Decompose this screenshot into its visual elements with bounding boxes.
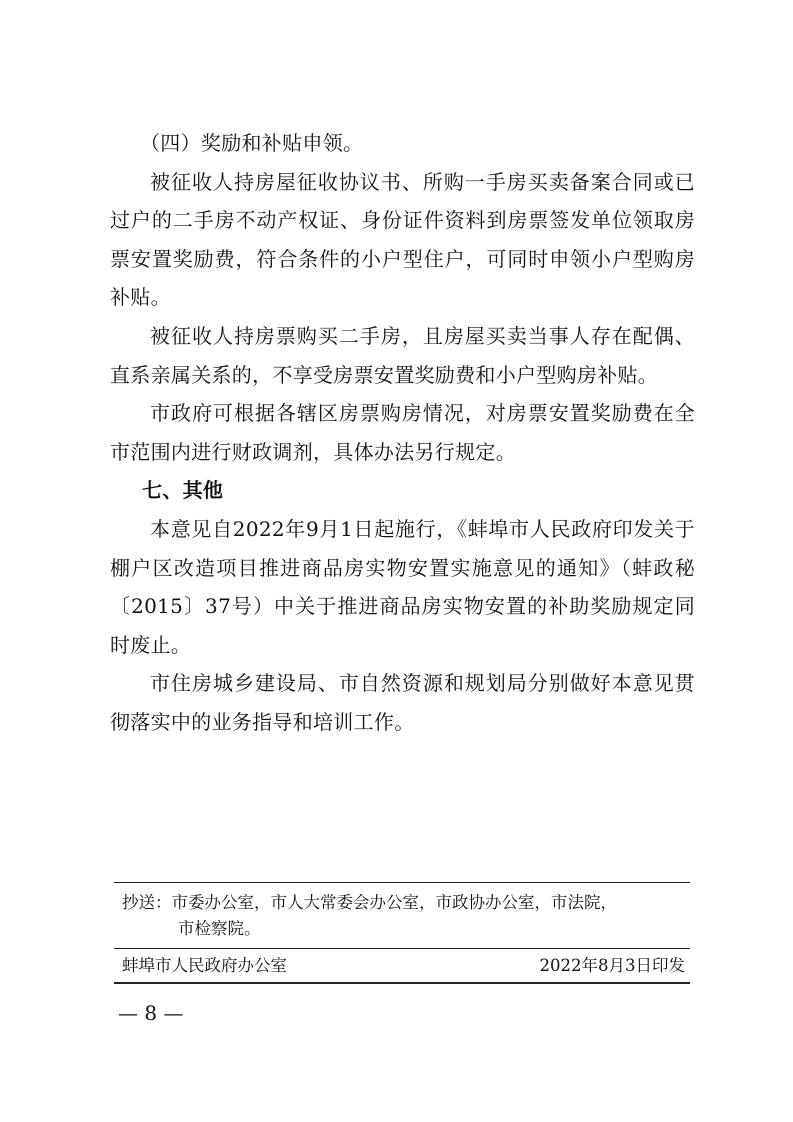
sub-heading-rewards: （四）奖励和补贴申领。 <box>140 131 364 155</box>
issue-date: 2022年8月3日印发 <box>539 956 685 975</box>
footer-top-rule <box>114 882 690 883</box>
paragraph-implementation: 市住房城乡建设局、市自然资源和规划局分别做好本意见贯彻落实中的业务指导和培训工作。 <box>110 671 695 734</box>
cc-line-2: 市检察院。 <box>178 919 261 938</box>
footer-bottom-rule <box>114 982 690 984</box>
paragraph-adjustment: 市政府可根据各辖区房票购房情况，对房票安置奖励费在全市范围内进行财政调剂，具体办法另行规定。 <box>110 401 695 464</box>
document-body <box>110 124 695 742</box>
paragraph-application: 被征收人持房屋征收协议书、所购一手房买卖备案合同或已过户的二手房不动产权证、身份证件资料到房票签发单位领取房票安置奖励费，符合条件的小户型住户，可同时申领小户型购房补贴。 <box>110 169 695 310</box>
cc-list <box>122 890 687 942</box>
cc-line-1: 抄送：市委办公室，市人大常委会办公室，市政协办公室，市法院， <box>122 893 617 912</box>
page-number: — 8 — <box>118 1001 184 1025</box>
paragraph-exclusion: 被征收人持房票购买二手房，且房屋买卖当事人存在配偶、直系亲属关系的，不享受房票安置奖励费和小户型购房补贴。 <box>110 323 695 387</box>
paragraph-effective-date: 本意见自2022年9月1日起施行，《蚌埠市人民政府印发关于棚户区改造项目推进商品房实物安置实施意见的通知》（蚌政秘〔2015〕37号）中关于推进商品房实物安置的补助奖励规定同时废止。 <box>110 516 695 657</box>
footer-middle-rule <box>114 948 690 949</box>
issuing-office: 蚌埠市人民政府办公室 <box>122 956 287 975</box>
heading-other: 七、其他 <box>142 478 224 503</box>
